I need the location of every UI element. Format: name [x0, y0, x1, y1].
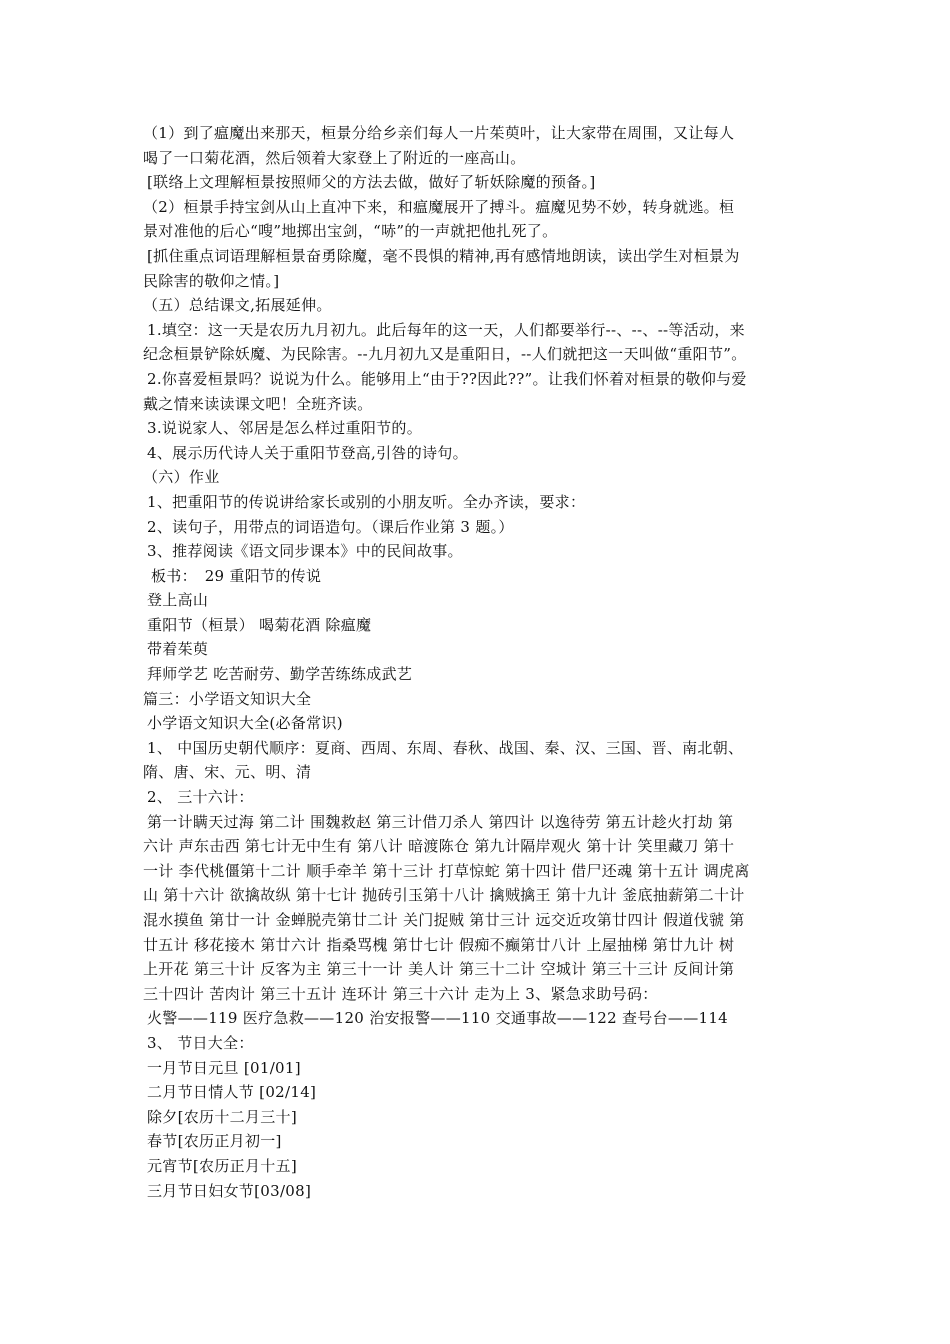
document-body — [143, 121, 815, 1203]
text-line: （2）桓景手持宝剑从山上直冲下来，和瘟魔展开了搏斗。瘟魔见势不妙，转身就逃。桓 — [143, 197, 735, 216]
text-line: [抓住重点词语理解桓景奋勇除魔，毫不畏惧的精神,再有感情地朗读，读出学生对桓景为 — [147, 246, 740, 265]
text-line: （1）到了瘟魔出来那天，桓景分给乡亲们每人一片茱萸叶，让大家带在周围，又让每人 — [143, 124, 735, 142]
text-line: 2.你喜爱桓景吗？说说为什么。能够用上“由于??因此??”。让我们怀着对桓景的敬仰与爱 — [147, 369, 747, 388]
text-line: 除夕[农历十二月三十] — [147, 1107, 298, 1126]
text-line: 3.说说家人、邻居是怎么样过重阳节的。 — [147, 419, 423, 438]
text-line: 第一计瞒天过海 第二计 围魏救赵 第三计借刀杀人 第四计 以逸待劳 第五计趁火打劫 第 — [147, 812, 734, 831]
text-line: 2、读句子，用带点的词语造句。（课后作业第 3 题。） — [147, 517, 514, 536]
text-line: 火警——119 医疗急救——120 治安报警——110 交通事故——122 查号台——114 — [147, 1009, 729, 1028]
text-line: 4、展示历代诗人关于重阳节登高,引咎的诗句。 — [147, 443, 468, 462]
text-line: 纪念桓景铲除妖魔、为民除害。--九月初九又是重阳日，--人们就把这一天叫做“重阳节”。 — [143, 345, 747, 364]
section-heading: （六）作业 — [143, 468, 220, 487]
text-line: 2、 三十六计： — [147, 788, 254, 807]
text-line: 3、 节日大全： — [147, 1033, 254, 1052]
text-line: 春节[农历正月初一] — [147, 1132, 282, 1151]
text-line: 六计 声东击西 第七计无中生有 第八计 暗渡陈仓 第九计隔岸观火 第十计 笑里藏刀 第十 — [143, 837, 735, 856]
text-line: 廿五计 移花接木 第廿六计 指桑骂槐 第廿七计 假痴不癫第廿八计 上屋抽梯 第廿九计 树 — [143, 935, 735, 954]
text-line: 景对准他的后心“嗖”地掷出宝剑，“哧”的一声就把他扎死了。 — [143, 222, 558, 241]
text-line: 登上高山 — [147, 591, 209, 610]
text-line: 1.填空：这一天是农历九月初九。此后每年的这一天，人们都要举行--、--、--等活动，来 — [147, 320, 745, 339]
board-title: 板书： 29 重阳节的传说 — [151, 566, 322, 585]
text-line: 带着茱萸 — [147, 640, 209, 659]
text-line: 隋、唐、宋、元、明、清 — [143, 763, 312, 782]
text-line: 混水摸鱼 第廿一计 金蝉脱壳第廿二计 关门捉贼 第廿三计 远交近攻第廿四计 假道伐虢 第 — [143, 911, 745, 929]
text-line: 三十四计 苦肉计 第三十五计 连环计 第三十六计 走为上 3、紧急求助号码： — [143, 984, 658, 1003]
text-line: 上开花 第三十计 反客为主 第三十一计 美人计 第三十二计 空城计 第三十三计 反间计第 — [143, 960, 735, 979]
text-line: 元宵节[农历正月十五] — [147, 1156, 298, 1175]
text-line: 喝了一口菊花酒，然后领着大家登上了附近的一座高山。 — [143, 148, 526, 167]
text-line: 一月节日元旦 [01/01] — [147, 1058, 301, 1077]
section-heading: （五）总结课文,拓展延伸。 — [143, 296, 332, 315]
text-line: [联络上文理解桓景按照师父的方法去做，做好了斩妖除魔的预备。] — [147, 173, 596, 192]
text-line: 3、推荐阅读《语文同步课本》中的民间故事。 — [147, 542, 463, 561]
text-line: 二月节日情人节 [02/14] — [147, 1083, 317, 1102]
text-line: 三月节日妇女节[03/08] — [147, 1181, 312, 1200]
text-line: 1、把重阳节的传说讲给家长或别的小朋友听。全办齐读，要求： — [147, 492, 586, 511]
text-line: 一计 李代桃僵第十二计 顺手牵羊 第十三计 打草惊蛇 第十四计 借尸还魂 第十五计 调虎离 — [143, 861, 750, 880]
text-line: 重阳节（桓景） 喝菊花酒 除瘟魔 — [147, 615, 372, 634]
text-line: 拜师学艺 吃苦耐劳、勤学苦练练成武艺 — [147, 665, 413, 684]
text-line: 山 第十六计 欲擒故纵 第十七计 抛砖引玉第十八计 擒贼擒王 第十九计 釜底抽薪第二十计 — [143, 886, 745, 905]
text-line: 1、 中国历史朝代顺序：夏商、西周、东周、春秋、战国、秦、汉、三国、晋、南北朝、 — [147, 738, 744, 757]
text-line: 民除害的敬仰之情。] — [143, 271, 280, 290]
text-line: 戴之情来读读课文吧！全班齐读。 — [143, 394, 373, 413]
chapter-heading: 篇三：小学语文知识大全 — [143, 689, 312, 708]
text-line: 小学语文知识大全(必备常识) — [147, 714, 343, 733]
